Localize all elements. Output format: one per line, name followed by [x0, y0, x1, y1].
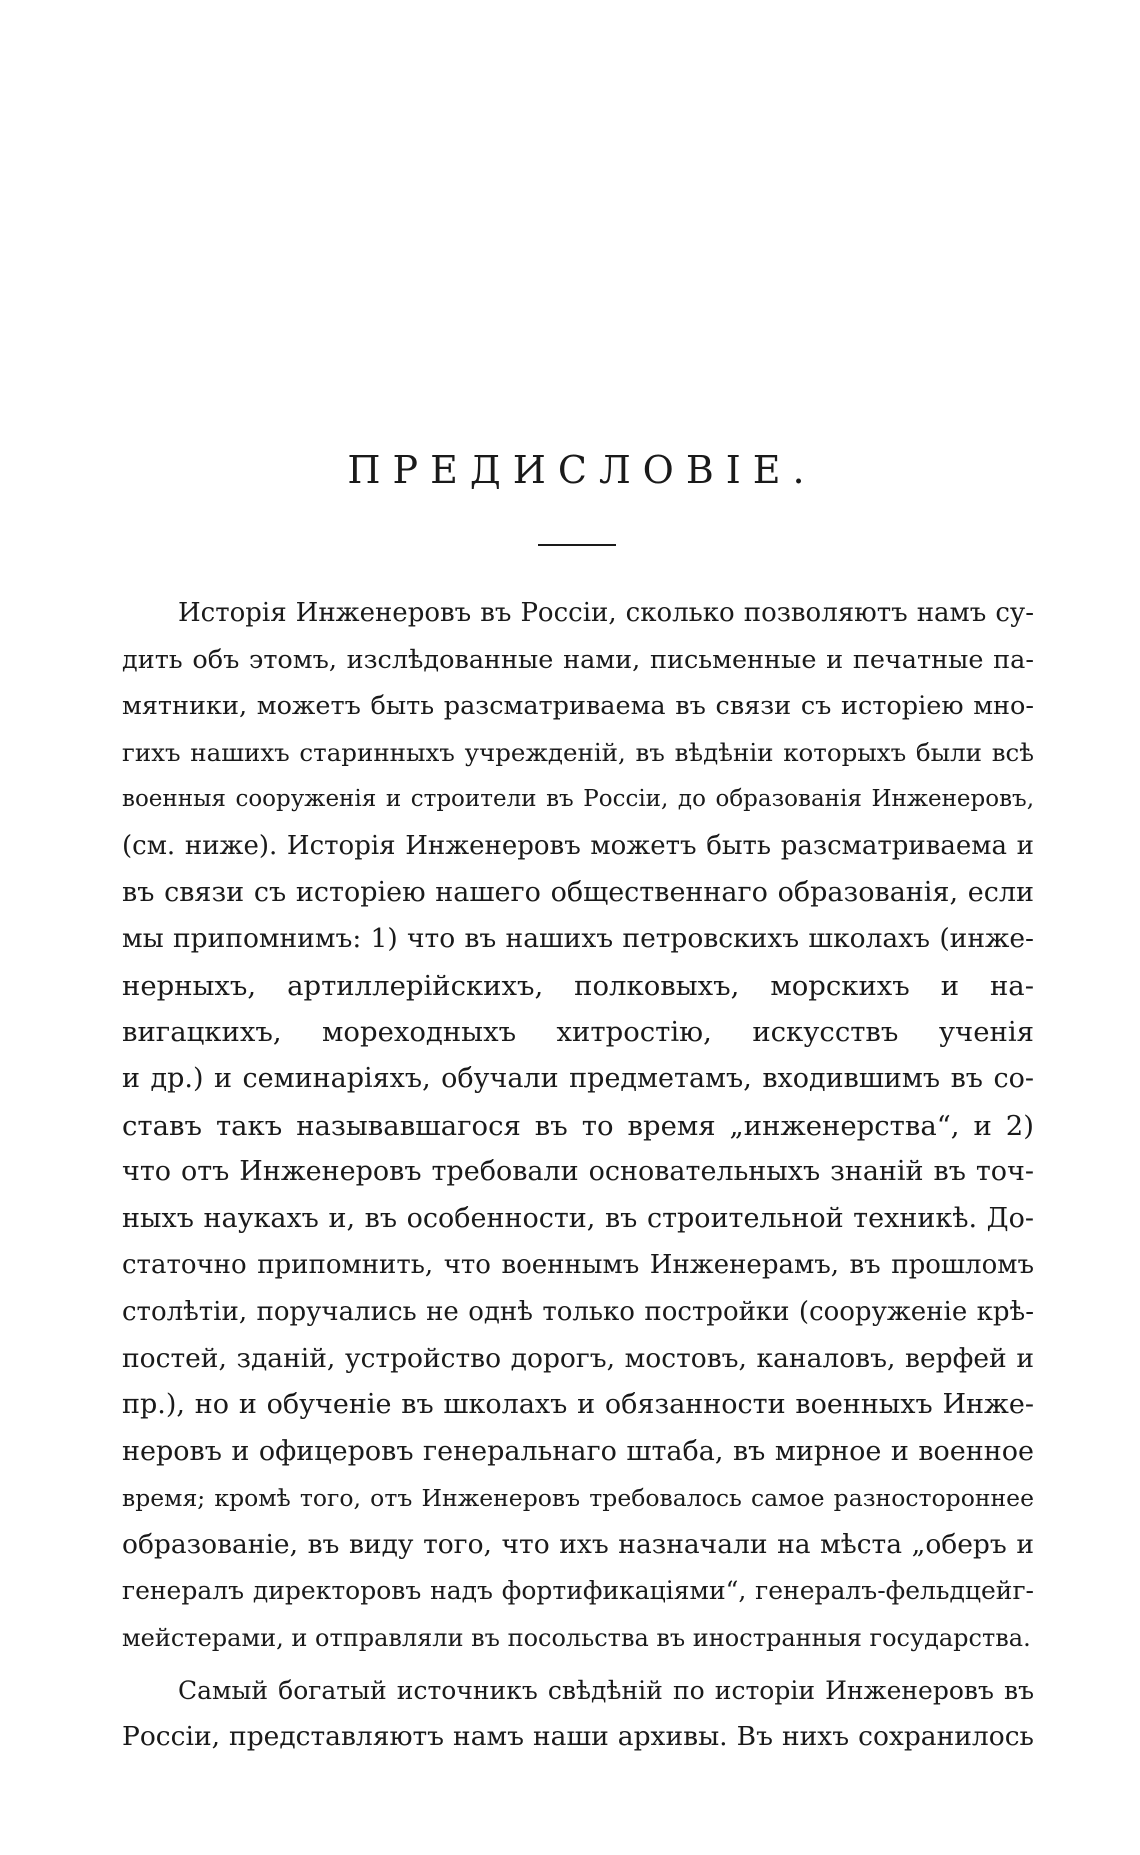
- text-line: образованіе, въ виду того, что ихъ назначали на мѣста „оберъ и: [122, 1528, 1034, 1560]
- text-line: ставъ такъ называвшагося въ то время „инженерства“, и 2): [122, 1109, 1034, 1142]
- text-line: мейстерами, и отправляли въ посольства въ иностранныя государства.: [122, 1624, 1031, 1653]
- text-line: время; кромѣ того, отъ Инженеровъ требовалось самое разностороннее: [122, 1484, 1034, 1513]
- text-line: пр.), но и обученіе въ школахъ и обязанности военныхъ Инже-: [122, 1389, 1034, 1421]
- text-line: постей, зданій, устройство дорогъ, мостовъ, каналовъ, верфей и: [122, 1342, 1034, 1374]
- text-line: Исторія Инженеровъ въ Россіи, сколько позволяютъ намъ су-: [178, 598, 1034, 628]
- page-title: ПРЕДИСЛОВІЕ.: [347, 448, 817, 492]
- text-line: что отъ Инженеровъ требовали основательныхъ знаній въ точ-: [122, 1156, 1034, 1188]
- text-line: вигацкихъ, мореходныхъ хитростію, искусствъ ученія: [122, 1016, 1034, 1049]
- text-line: гихъ нашихъ старинныхъ учрежденій, въ вѣдѣніи которыхъ были всѣ: [122, 737, 1034, 767]
- text-line: неровъ и офицеровъ генеральнаго штаба, въ мирное и военное: [122, 1435, 1034, 1467]
- paragraph-1: [122, 590, 1034, 1662]
- text-line: Самый богатый источникъ свѣдѣній по исторіи Инженеровъ въ: [178, 1675, 1034, 1705]
- text-line: столѣтіи, поручались не однѣ только постройки (сооруженіе крѣ-: [122, 1296, 1034, 1327]
- title-divider: [538, 544, 616, 546]
- text-line: генералъ директоровъ надъ фортификаціями“, генералъ-фельдцейг-: [122, 1576, 1034, 1606]
- text-line: (см. ниже). Исторія Инженеровъ можетъ быть разсматриваема и: [122, 830, 1034, 861]
- text-line: статочно припомнить, что военнымъ Инженерамъ, въ прошломъ: [122, 1250, 1034, 1281]
- text-line: нерныхъ, артиллерійскихъ, полковыхъ, морскихъ и на-: [122, 969, 1034, 1002]
- text-line: въ связи съ исторіею нашего общественнаго образованія, если: [122, 876, 1034, 908]
- text-line: дить объ этомъ, изслѣдованные нами, письменные и печатные па-: [122, 644, 1034, 675]
- text-line: и др.) и семинаріяхъ, обучали предметамъ, входившимъ въ со-: [122, 1062, 1034, 1094]
- paragraph-2: [122, 1668, 1034, 1761]
- text-line: военныя сооруженія и строители въ Россіи, до образованія Инженеровъ,: [122, 786, 1034, 813]
- text-line: Россіи, представляютъ намъ наши архивы. Въ нихъ сохранилось: [122, 1721, 1034, 1753]
- text-line: мы припомнимъ: 1) что въ нашихъ петровскихъ школахъ (инже-: [122, 923, 1034, 955]
- text-line: ныхъ наукахъ и, въ особенности, въ строительной техникѣ. До-: [122, 1202, 1034, 1234]
- preface-text: [122, 590, 1034, 1761]
- text-line: мятники, можетъ быть разсматриваема въ связи съ исторіею мно-: [122, 691, 1034, 722]
